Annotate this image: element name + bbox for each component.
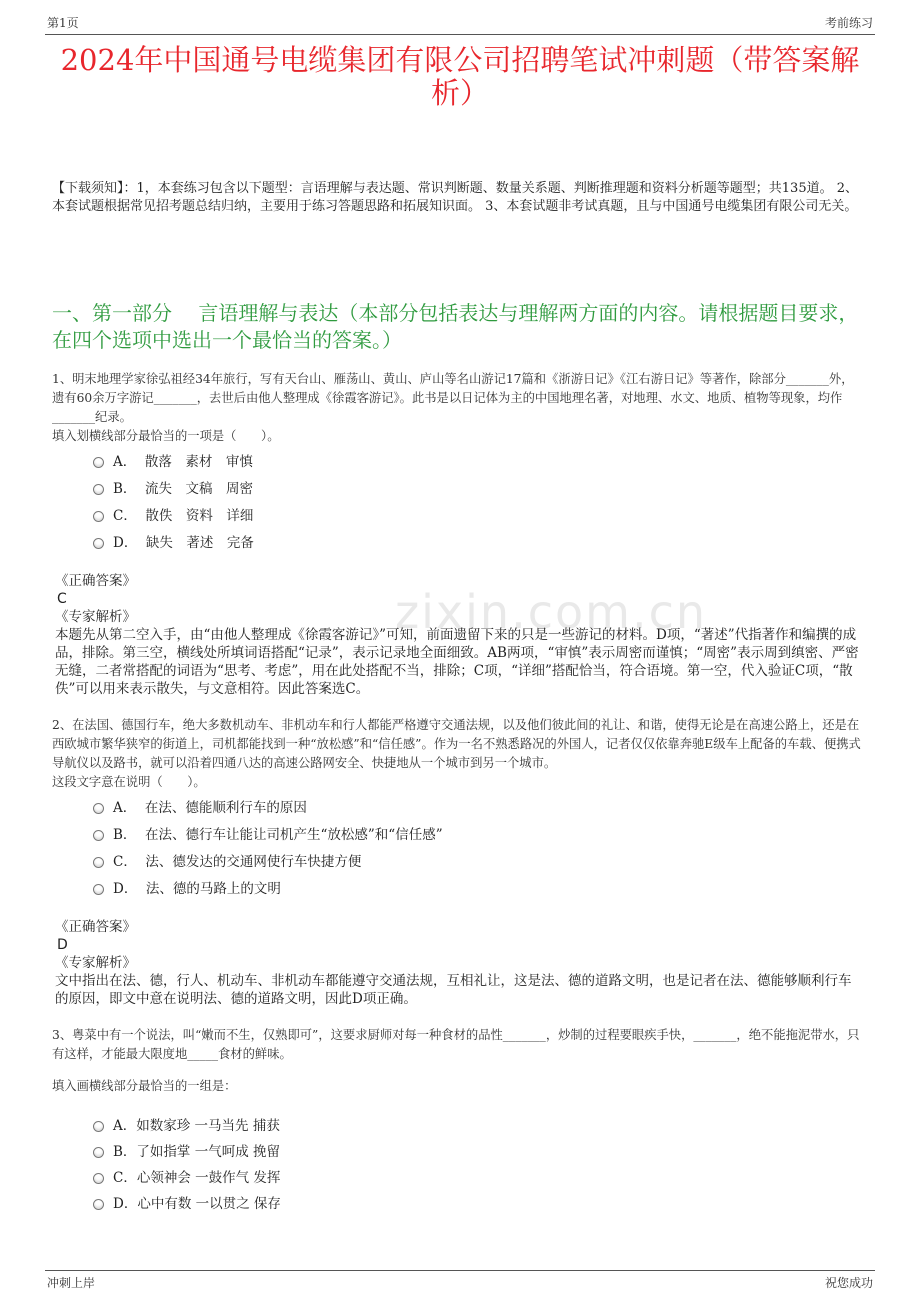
option-a[interactable]: A． 散落 素材 审慎 xyxy=(93,450,253,470)
option-b[interactable]: B．了如指掌 一气呵成 挽留 xyxy=(93,1140,280,1160)
option-d[interactable]: D． 法、德的马路上的文明 xyxy=(93,877,281,897)
option-a[interactable]: A． 在法、德能顺利行车的原因 xyxy=(93,796,307,816)
option-a[interactable]: A．如数家珍 一马当先 捕获 xyxy=(93,1114,280,1134)
question-prompt: 这段文字意在说明（ ）。 xyxy=(52,775,206,789)
option-b[interactable]: B． 在法、德行车让能让司机产生“放松感”和“信任感” xyxy=(93,823,443,843)
analysis-text: 本题先从第二空入手，由“由他人整理成《徐霞客游记》”可知，前面遗留下来的只是一些游记的材料。D项，“著述”代指著作和编撰的成品，排除。第三空，横线处所填词语搭配“记录”，表示记录地全面细致。AB两项，“审慎”表示周密而谨慎；“周密”表示周到缜密、严密无缝，二者常搭配的词语为“思考、考虑”，用在此处搭配不当，排除；C项，“详细”搭配恰当，符合语境。第一空，代入验证C项，“散佚”可以用来表示散失，与文意相符。因此答案选C。 xyxy=(55,627,859,697)
radio-icon[interactable] xyxy=(93,457,104,468)
page-header xyxy=(45,14,875,35)
answer-label: 《正确答案》 xyxy=(55,919,136,935)
radio-icon[interactable] xyxy=(93,1173,104,1184)
radio-icon[interactable] xyxy=(93,1147,104,1158)
radio-icon[interactable] xyxy=(93,803,104,814)
analysis-text: 文中指出在法、德，行人、机动车、非机动车都能遵守交通法规，互相礼让，这是法、德的道路文明，也是记者在法、德能够顺利行车的原因，即文中意在说明法、德的道路文明，因此D项正确。 xyxy=(55,973,852,1007)
analysis-label: 《专家解析》 xyxy=(55,955,136,971)
option-b[interactable]: B． 流失 文稿 周密 xyxy=(93,477,253,497)
page-footer xyxy=(45,1270,875,1293)
option-d[interactable]: D．心中有数 一以贯之 保存 xyxy=(93,1192,281,1212)
footer-left: 冲刺上岸 xyxy=(47,1276,96,1290)
radio-icon[interactable] xyxy=(93,857,104,868)
question-2 xyxy=(52,716,864,792)
radio-icon[interactable] xyxy=(93,1199,104,1210)
question-1 xyxy=(52,370,864,446)
option-c[interactable]: C．心领神会 一鼓作气 发挥 xyxy=(93,1166,280,1186)
answer-value: C xyxy=(57,591,67,607)
download-notice: 【下载须知】：1，本套练习包含以下题型：言语理解与表达题、常识判断题、数量关系题、判断推理题和资料分析题等题型；共135道。 2、本套试题根据常见招考题总结归纳，主要用于练习答题思路和拓展知识面。 3、本套试题非考试真题，且与中国通号电缆集团有限公司无关。 xyxy=(52,181,858,214)
section-heading: 一、第一部分 言语理解与表达（本部分包括表达与理解两方面的内容。请根据题目要求，在四个选项中选出一个最恰当的答案。） xyxy=(52,301,859,352)
question-prompt: 填入画横线部分最恰当的一组是： xyxy=(52,1079,237,1093)
answer-block-2 xyxy=(55,918,864,1008)
question-3 xyxy=(52,1026,864,1096)
question-prompt: 填入划横线部分最恰当的一项是（ ）。 xyxy=(52,429,280,443)
document-title: 2024年中国通号电缆集团有限公司招聘笔试冲刺题（带答案解析） xyxy=(60,43,860,110)
watermark: zixin.com.cn xyxy=(395,585,708,639)
radio-icon[interactable] xyxy=(93,884,104,895)
answer-block-1 xyxy=(55,572,864,698)
radio-icon[interactable] xyxy=(93,1121,104,1132)
question-stem: 2、在法国、德国行车，绝大多数机动车、非机动车和行人都能严格遵守交通法规，以及他们彼此间的礼让、和谐，使得无论是在高速公路上，还是在西欧城市繁华狭窄的街道上，司机都能找到一种“放松感”和“信任感”。作为一名不熟悉路况的外国人，记者仅仅依靠奔驰E级车上配备的车载、便携式导航仪以及路书，就可以沿着四通八达的高速公路网安全、快捷地从一个城市到另一个城市。 xyxy=(52,718,861,770)
radio-icon[interactable] xyxy=(93,511,104,522)
option-c[interactable]: C． 法、德发达的交通网使行车快捷方便 xyxy=(93,850,361,870)
radio-icon[interactable] xyxy=(93,538,104,549)
question-stem: 3、粤菜中有一个说法，叫“嫩而不生，仅熟即可”，这要求厨师对每一种食材的品性_______，炒制的过程要眼疾手快，_______，绝不能拖泥带水，只有这样，才能最大限度地_____食材的鲜味。 xyxy=(52,1028,860,1061)
radio-icon[interactable] xyxy=(93,830,104,841)
footer-right: 祝您成功 xyxy=(824,1276,873,1290)
answer-value: D xyxy=(57,937,68,953)
question-stem: 1、明末地理学家徐弘祖经34年旅行，写有天台山、雁荡山、黄山、庐山等名山游记17篇和《浙游日记》《江右游日记》等著作，除部分_______外，遗有60余万字游记_______，去世后由他人整理成《徐霞客游记》。此书是以日记体为主的中国地理名著，对地理、水文、地质、植物等现象，均作_______纪录。 xyxy=(52,372,854,424)
analysis-label: 《专家解析》 xyxy=(55,609,136,625)
answer-label: 《正确答案》 xyxy=(55,573,136,589)
option-d[interactable]: D． 缺失 著述 完备 xyxy=(93,531,254,551)
page-number: 第1页 xyxy=(47,16,79,30)
header-tag: 考前练习 xyxy=(824,16,873,30)
option-c[interactable]: C． 散佚 资料 详细 xyxy=(93,504,253,524)
radio-icon[interactable] xyxy=(93,484,104,495)
